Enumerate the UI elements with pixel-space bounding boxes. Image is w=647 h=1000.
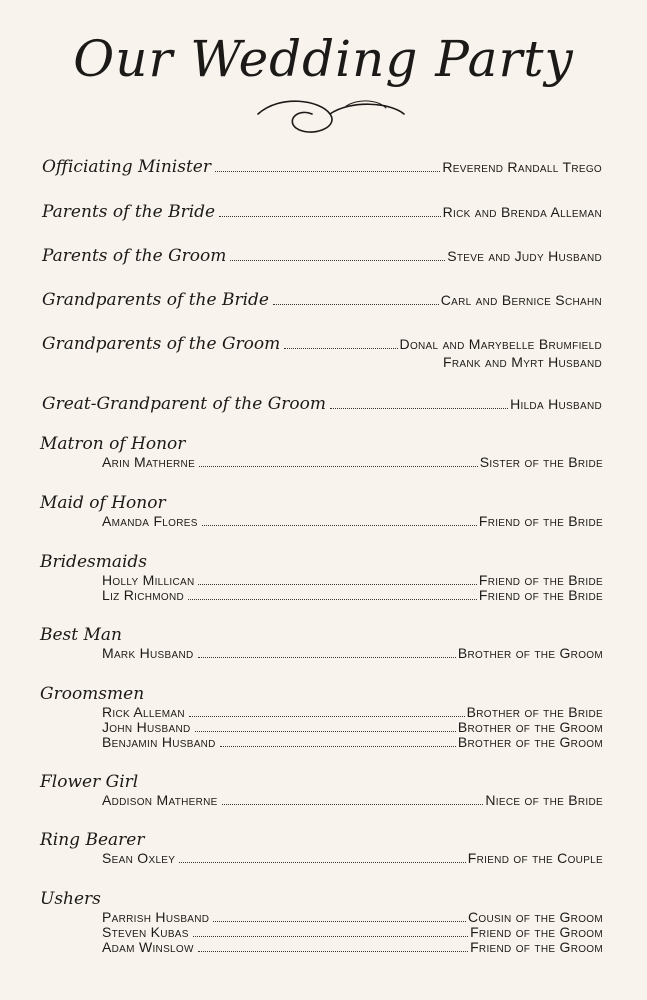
member-name: Arin Matherne: [102, 454, 196, 470]
section-heading: Bridesmaids: [40, 552, 148, 572]
member-row: [102, 455, 603, 470]
person-name-second: Frank and Myrt Husband: [443, 354, 602, 370]
member-row: [102, 735, 603, 750]
section-ushers: [40, 888, 603, 955]
dot-leader: [188, 598, 477, 600]
member-role: Brother of the Groom: [457, 734, 603, 750]
dot-leader: [330, 407, 508, 409]
official-row-grandparents-groom: [42, 334, 602, 370]
person-name: Steve and Judy Husband: [447, 248, 602, 264]
member-role: Friend of the Bride: [478, 572, 603, 588]
member-role: Niece of the Bride: [485, 792, 603, 808]
person-name: Donal and Marybelle Brumfield: [399, 336, 602, 352]
section-heading: Matron of Honor: [40, 434, 186, 454]
member-role: Sister of the Bride: [479, 454, 603, 470]
dot-leader: [215, 170, 440, 172]
member-name: Addison Matherne: [102, 792, 218, 808]
dot-leader: [198, 950, 468, 952]
member-role: Brother of the Bride: [466, 704, 603, 720]
member-name: Parrish Husband: [102, 909, 210, 925]
member-row: [102, 573, 603, 588]
official-row-grandparents-bride: [42, 290, 602, 310]
member-role: Friend of the Couple: [467, 850, 603, 866]
member-role: Friend of the Groom: [470, 939, 603, 955]
dot-leader: [202, 524, 477, 526]
official-row-parents-bride: [42, 202, 602, 222]
dot-leader: [179, 861, 466, 863]
role-label: Grandparents of the Bride: [42, 290, 269, 310]
flourish-ornament: [250, 92, 410, 140]
member-row: [102, 720, 603, 735]
section-matron-of-honor: [40, 433, 603, 470]
section-heading: Groomsmen: [40, 684, 145, 704]
member-role: Cousin of the Groom: [467, 909, 603, 925]
section-heading: Flower Girl: [40, 772, 139, 792]
member-name: Mark Husband: [102, 645, 194, 661]
member-name: Adam Winslow: [102, 939, 194, 955]
section-best-man: [40, 624, 603, 661]
person-name: Rick and Brenda Alleman: [442, 204, 602, 220]
member-row: [102, 705, 603, 720]
dot-leader: [198, 583, 476, 585]
member-name: Steven Kubas: [102, 924, 189, 940]
member-role: Brother of the Groom: [457, 719, 603, 735]
section-groomsmen: [40, 683, 603, 750]
section-bridesmaids: [40, 551, 603, 603]
role-label: Grandparents of the Groom: [42, 334, 281, 354]
role-label: Parents of the Groom: [42, 246, 227, 266]
member-role: Brother of the Groom: [457, 645, 603, 661]
section-heading: Maid of Honor: [40, 493, 166, 513]
person-name: Carl and Bernice Schahn: [440, 292, 602, 308]
member-row: [102, 793, 603, 808]
dot-leader: [230, 259, 445, 261]
member-name: Amanda Flores: [102, 513, 198, 529]
dot-leader: [193, 935, 468, 937]
official-row-parents-groom: [42, 246, 602, 266]
dot-leader: [198, 656, 456, 658]
member-row: [102, 646, 603, 661]
section-flower-girl: [40, 771, 603, 808]
member-name: Rick Alleman: [102, 704, 185, 720]
page-title: Our Wedding Party: [73, 30, 574, 88]
dot-leader: [284, 347, 397, 349]
dot-leader: [219, 215, 441, 217]
section-ring-bearer: [40, 829, 603, 866]
member-name: John Husband: [102, 719, 191, 735]
member-row: [102, 925, 603, 940]
member-row: [102, 514, 603, 529]
member-role: Friend of the Bride: [478, 587, 603, 603]
member-name: Sean Oxley: [102, 850, 176, 866]
member-role: Friend of the Bride: [478, 513, 603, 529]
section-maid-of-honor: [40, 492, 603, 529]
dot-leader: [213, 920, 466, 922]
official-row-minister: [42, 157, 602, 177]
person-name: Hilda Husband: [510, 396, 602, 412]
section-heading: Best Man: [40, 625, 123, 645]
dot-leader: [195, 730, 456, 732]
dot-leader: [222, 803, 484, 805]
member-row: [102, 910, 603, 925]
member-role: Friend of the Groom: [470, 924, 603, 940]
official-row-great-grandparent: [42, 394, 602, 414]
member-name: Holly Millican: [102, 572, 195, 588]
member-row: [102, 940, 603, 955]
dot-leader: [189, 715, 465, 717]
role-label: Officiating Minister: [42, 157, 211, 177]
member-name: Liz Richmond: [102, 587, 185, 603]
member-name: Benjamin Husband: [102, 734, 216, 750]
role-label: Parents of the Bride: [42, 202, 216, 222]
role-label: Great-Grandparent of the Groom: [42, 394, 327, 414]
dot-leader: [220, 745, 456, 747]
person-name: Reverend Randall Trego: [442, 159, 602, 175]
section-heading: Ushers: [40, 889, 101, 909]
dot-leader: [199, 465, 478, 467]
member-row: [102, 588, 603, 603]
section-heading: Ring Bearer: [40, 830, 145, 850]
dot-leader: [273, 303, 439, 305]
member-row: [102, 851, 603, 866]
